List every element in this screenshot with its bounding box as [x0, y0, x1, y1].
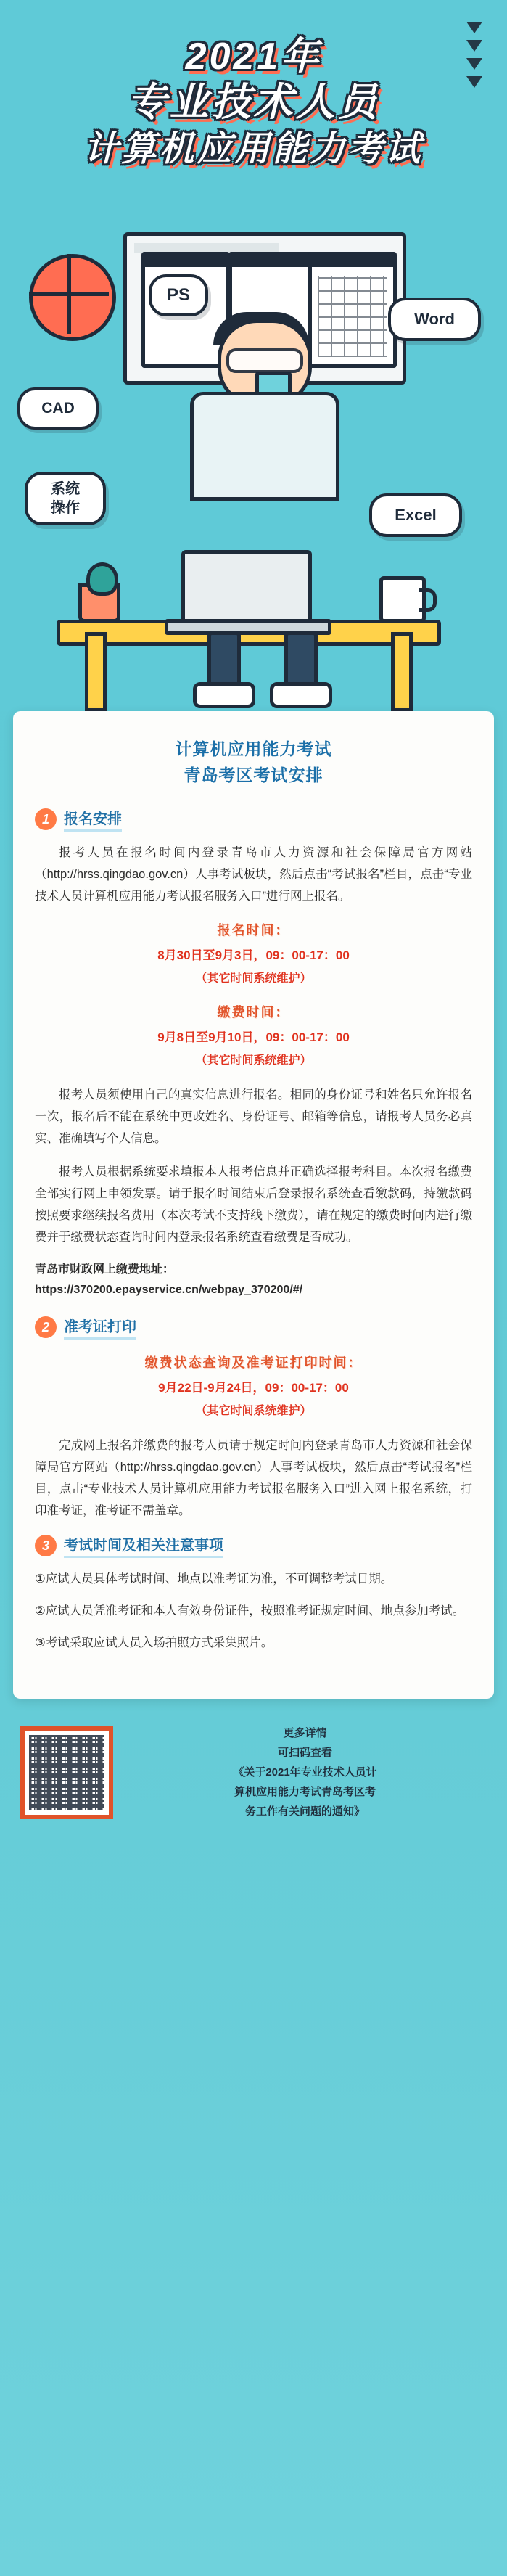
section1-paragraph-1: 报考人员在报名时间内登录青岛市人力资源和社会保障局官方网站（http://hrss.qingdao.gov.cn）人事考试板块，然后点击“考试报名”栏目，点击“专业技术人员计算机应用能力考试报名服务入口”进行网上报名。 — [35, 846, 472, 903]
payment-link-url[interactable]: https://370200.epayservice.cn/webpay_370200/#/ — [35, 1284, 303, 1296]
section-number: 1 — [35, 808, 57, 830]
section3-item-2: ②应试人员凭准考证和本人有效身份证件，按照准考证规定时间、地点参加考试。 — [35, 1604, 465, 1617]
ticket-time-note: （其它时间系统维护） — [195, 1405, 312, 1417]
registration-time-value: 8月30日至9月3日，09：00-17：00 — [157, 948, 350, 962]
footer-line-3: 《关于2021年专业技术人员计 — [233, 1766, 377, 1779]
badge-cad: CAD — [17, 387, 99, 430]
basketball-icon — [29, 254, 116, 341]
badge-excel: Excel — [369, 493, 462, 537]
section-title: 报名安排 — [64, 807, 122, 832]
footer-line-1: 更多详情 — [283, 1727, 327, 1739]
person-shoe-left — [193, 682, 255, 708]
section-number: 3 — [35, 1535, 57, 1556]
payment-time-note: （其它时间系统维护） — [195, 1054, 312, 1067]
section-title: 准考证打印 — [64, 1315, 136, 1340]
section-number: 2 — [35, 1316, 57, 1338]
payment-link-label: 青岛市财政网上缴费地址： — [35, 1263, 175, 1276]
section-header-admission-ticket — [35, 1315, 472, 1340]
badge-word: Word — [388, 298, 481, 341]
laptop-icon — [181, 550, 312, 627]
section1-paragraph-3: 报考人员根据系统要求填报本人报考信息并正确选择报考科目。本次报名缴费全部实行网上申领发票。请于报名时间结束后登录报名系统查看缴款码，持缴款码按照要求继续报名费用（本次考试不支持线下缴费），请在规定的缴费时间内进行缴费并于缴费状态查询时间内登录报名系统查看缴费是否成功。 — [35, 1165, 472, 1244]
footer-line-5: 务工作有关问题的通知》 — [244, 1805, 365, 1818]
person-shoe-right — [270, 682, 332, 708]
card-title-line-1: 计算机应用能力考试 — [175, 739, 332, 758]
mug-icon — [379, 576, 426, 623]
registration-time-note: （其它时间系统维护） — [195, 972, 312, 985]
illustration — [0, 210, 507, 704]
person-body-graphic — [190, 392, 339, 501]
ticket-time-label: 缴费状态查询及准考证打印时间： — [144, 1355, 363, 1370]
chevron-down-icon — [466, 22, 482, 94]
title-line-2: 专业技术人员 — [127, 81, 380, 124]
badge-ps: PS — [149, 274, 208, 316]
card-title-line-2: 青岛考区考试安排 — [184, 766, 323, 784]
section3-item-1: ①应试人员具体考试时间、地点以准考证为准，不可调整考试日期。 — [35, 1572, 393, 1586]
footer-line-4: 算机应用能力考试青岛考区考 — [234, 1786, 376, 1798]
page-title — [0, 0, 507, 173]
section1-paragraph-2: 报考人员须使用自己的真实信息进行报名。相同的身份证号和姓名只允许报名一次，报名后不能在系统中更改姓名、身份证号、邮箱等信息，请报考人员务必真实、准确填写个人信息。 — [35, 1088, 472, 1145]
section-header-registration — [35, 807, 472, 832]
badge-system-operation: 系统 操作 — [25, 472, 106, 525]
section2-paragraph-1: 完成网上报名并缴费的报考人员请于规定时间内登录青岛市人力资源和社会保障局官方网站（http://hrss.qingdao.gov.cn）人事考试板块，然后点击“考试报名”栏目，点击“专业技术人员计算机应用能力考试报名服务入口”进入网上报名系统，打印准考证，准考证不需盖章。 — [35, 1439, 472, 1517]
footer-text — [113, 1723, 487, 1821]
payment-time-value: 9月8日至9月10日，09：00-17：00 — [157, 1030, 350, 1044]
section3-item-3: ③考试采取应试人员入场拍照方式采集照片。 — [35, 1636, 273, 1649]
plant-icon — [78, 583, 120, 623]
footer-section — [13, 1720, 494, 1829]
payment-time-label: 缴费时间： — [217, 1005, 290, 1020]
section-header-exam-time — [35, 1533, 472, 1558]
content-card — [13, 711, 494, 1699]
title-line-3: 计算机应用能力考试 — [83, 130, 424, 168]
registration-time-label: 报名时间： — [217, 923, 290, 938]
glasses-icon — [226, 348, 303, 373]
qr-code-icon[interactable] — [20, 1726, 113, 1819]
card-title — [35, 736, 472, 788]
section-title: 考试时间及相关注意事项 — [64, 1533, 223, 1558]
ticket-time-value: 9月22日-9月24日，09：00-17：00 — [158, 1381, 349, 1395]
title-line-1: 2021年 — [185, 36, 322, 78]
footer-line-2: 可扫码查看 — [277, 1747, 332, 1759]
hero-section — [0, 0, 507, 711]
